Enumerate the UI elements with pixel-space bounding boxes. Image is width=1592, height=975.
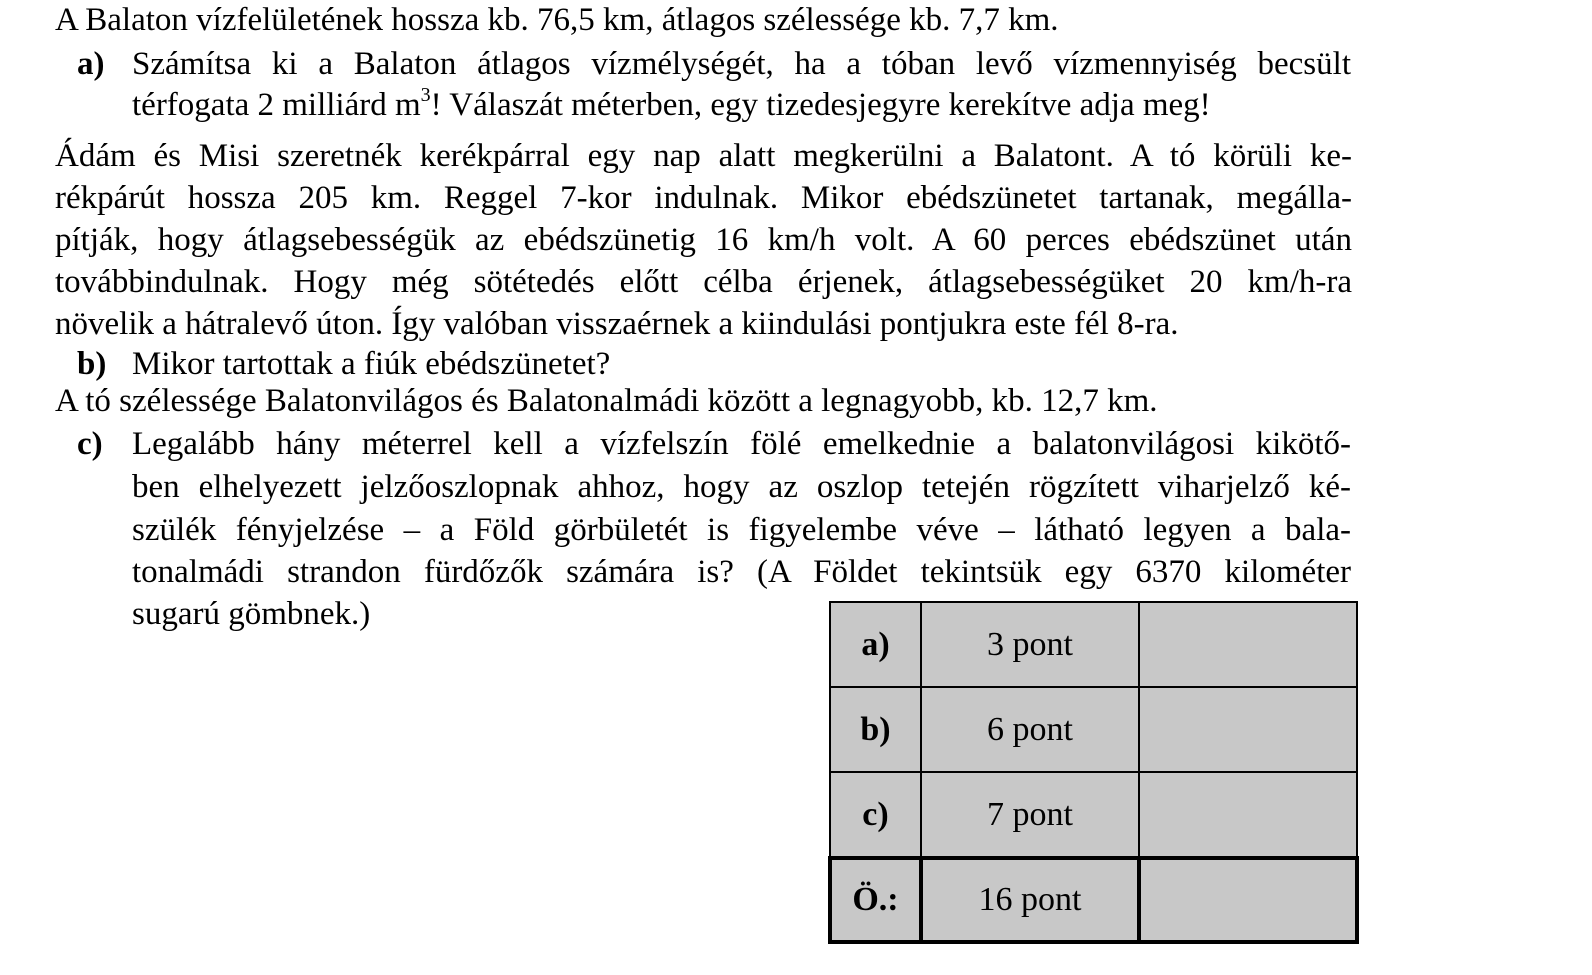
width-info-text: A tó szélessége Balatonvilágos és Balatonalmádi között a legnagyobb, kb. 12,7 km.	[55, 383, 1158, 419]
part-c-question-line-4: tonalmádi strandon fürdőzők számára is? (A Földet tekintsük egy 6370 kilométer	[132, 554, 1351, 590]
part-c-question-line-1: Legalább hány méterrel kell a vízfelszín fölé emelkednie a balatonvilágosi kikötő-	[132, 426, 1351, 462]
score-total-label: Ö.:	[830, 858, 921, 942]
part-a-question-line-2	[132, 85, 1211, 125]
part-c-question-line-3: szülék fényjelzése – a Föld görbületét is figyelembe véve – látható legyen a bala-	[132, 512, 1351, 548]
score-part-label: b)	[830, 687, 921, 772]
score-max-points: 7 pont	[921, 772, 1139, 858]
part-c-question-line-5: sugarú gömbnek.)	[132, 596, 371, 632]
score-part-label: c)	[830, 772, 921, 858]
score-max-points: 6 pont	[921, 687, 1139, 772]
score-row-a	[830, 602, 1357, 687]
part-a-question-line-1: Számítsa ki a Balaton átlagos vízmélységét, ha a tóban levő vízmennyiség becsült	[132, 46, 1351, 82]
part-b-label: b)	[77, 346, 107, 382]
part-c-label: c)	[77, 426, 103, 462]
score-part-label: a)	[830, 602, 921, 687]
score-total-earned-cell[interactable]	[1139, 858, 1357, 942]
part-a-volume-text: térfogata 2 milliárd m	[132, 87, 421, 123]
score-table	[828, 601, 1359, 944]
score-earned-cell[interactable]	[1139, 687, 1357, 772]
part-a-label: a)	[77, 46, 105, 82]
part-b-question: Mikor tartottak a fiúk ebédszünetet?	[132, 346, 611, 382]
intro-text: A Balaton vízfelületének hossza kb. 76,5 km, átlagos szélessége kb. 7,7 km.	[55, 2, 1059, 38]
score-max-points: 3 pont	[921, 602, 1139, 687]
score-earned-cell[interactable]	[1139, 602, 1357, 687]
score-row-c	[830, 772, 1357, 858]
score-total-points: 16 pont	[921, 858, 1139, 942]
story-line-5: növelik a hátralevő úton. Így valóban visszaérnek a kiindulási pontjukra este fél 8-ra.	[55, 306, 1179, 342]
story-line-3: pítják, hogy átlagsebességük az ebédszünetig 16 km/h volt. A 60 perces ebédszünet után	[55, 222, 1352, 258]
part-a-instruction-text: ! Válaszát méterben, egy tizedesjegyre kerekítve adja meg!	[430, 87, 1211, 123]
story-line-2: rékpárút hossza 205 km. Reggel 7-kor indulnak. Mikor ebédszünetet tartanak, megálla-	[55, 180, 1352, 216]
part-c-question-line-2: ben elhelyezett jelzőoszlopnak ahhoz, hogy az oszlop tetején rögzített viharjelző ké-	[132, 469, 1351, 505]
story-line-4: továbbindulnak. Hogy még sötétedés előtt célba érjenek, átlagsebességüket 20 km/h-ra	[55, 264, 1352, 300]
cubic-exponent: 3	[420, 84, 431, 106]
score-row-b	[830, 687, 1357, 772]
story-line-1: Ádám és Misi szeretnék kerékpárral egy nap alatt megkerülni a Balatont. A tó körüli ke-	[55, 138, 1352, 174]
score-row-total	[830, 858, 1357, 942]
score-earned-cell[interactable]	[1139, 772, 1357, 858]
